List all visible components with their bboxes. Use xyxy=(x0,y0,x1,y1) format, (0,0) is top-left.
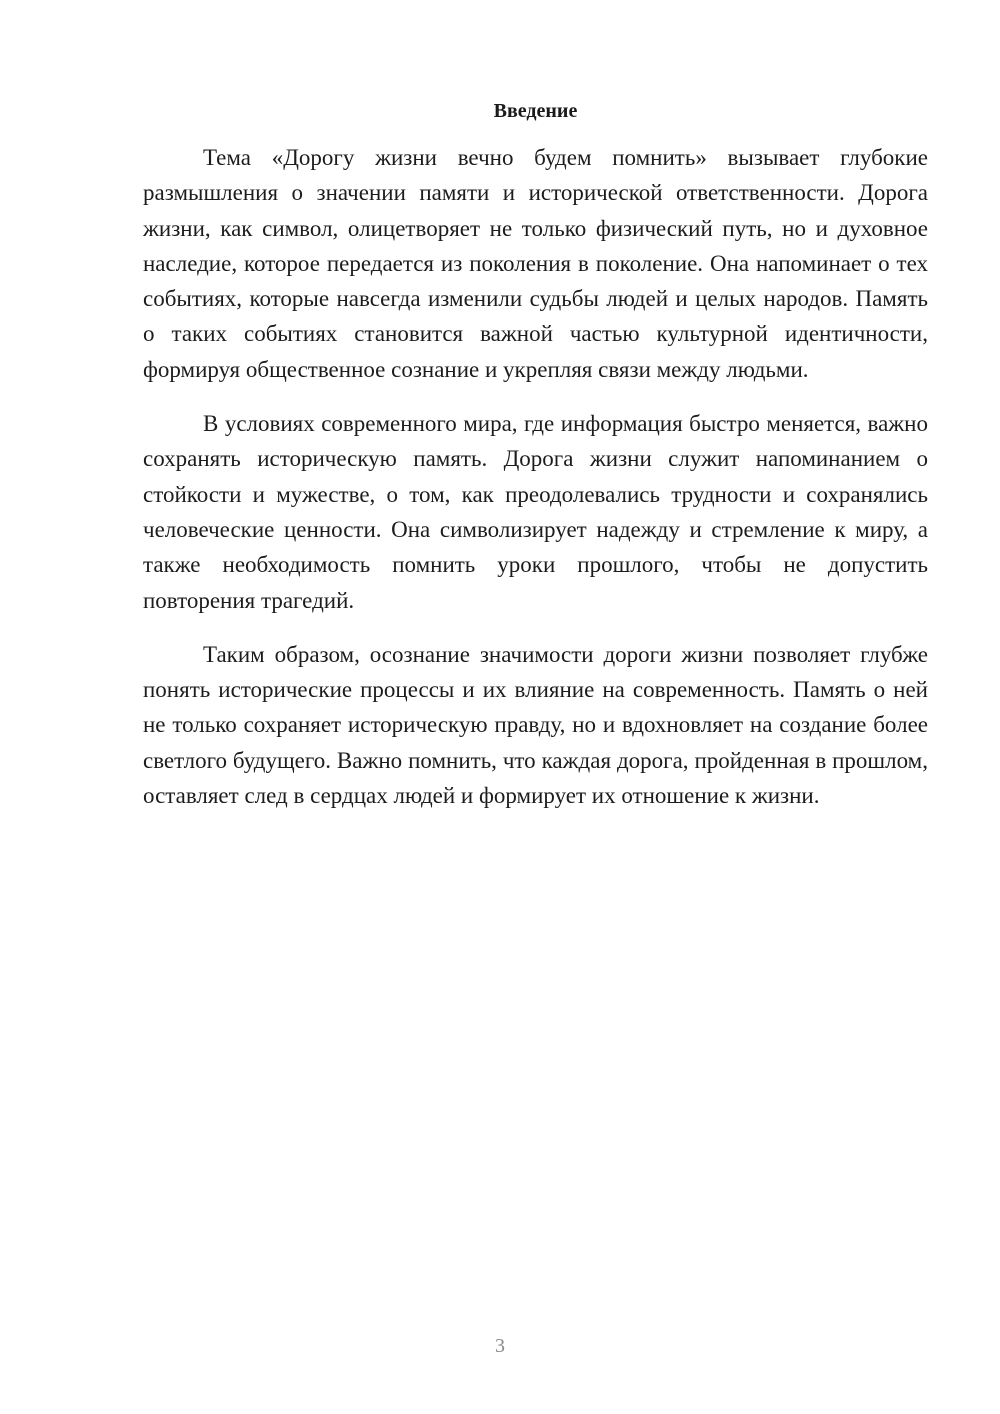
page-number: 3 xyxy=(495,1335,505,1357)
page-content xyxy=(143,96,928,832)
section-heading: Введение xyxy=(493,100,578,122)
paragraph-3: Таким образом, осознание значимости дороги жизни позволяет глубже понять исторические процессы и их влияние на современность. Память о ней не только сохраняет историческую правду, но и вдохновляет на создание более светлого будущего. Важно помнить, что каждая дорога, пройденная в прошлом, оставляет след в сердцах людей и формирует их отношение к жизни. xyxy=(143,641,928,809)
paragraph-1: Тема «Дорогу жизни вечно будем помнить» вызывает глубокие размышления о значении памяти и исторической ответственности. Дорога жизни, как символ, олицетворяет не только физический путь, но и духовное наследие, которое передается из поколения в поколение. Она напоминает о тех событиях, которые навсегда изменили судьбы людей и целых народов. Память о таких событиях становится важной частью культурной идентичности, формируя общественное сознание и укрепляя связи между людьми. xyxy=(143,145,928,382)
paragraph-2: В условиях современного мира, где информация быстро меняется, важно сохранять историческую память. Дорога жизни служит напоминанием о стойкости и мужестве, о том, как преодолевались трудности и сохранялись человеческие ценности. Она символизирует надежду и стремление к миру, а также необходимость помнить уроки прошлого, чтобы не допустить повторения трагедий. xyxy=(143,411,928,613)
